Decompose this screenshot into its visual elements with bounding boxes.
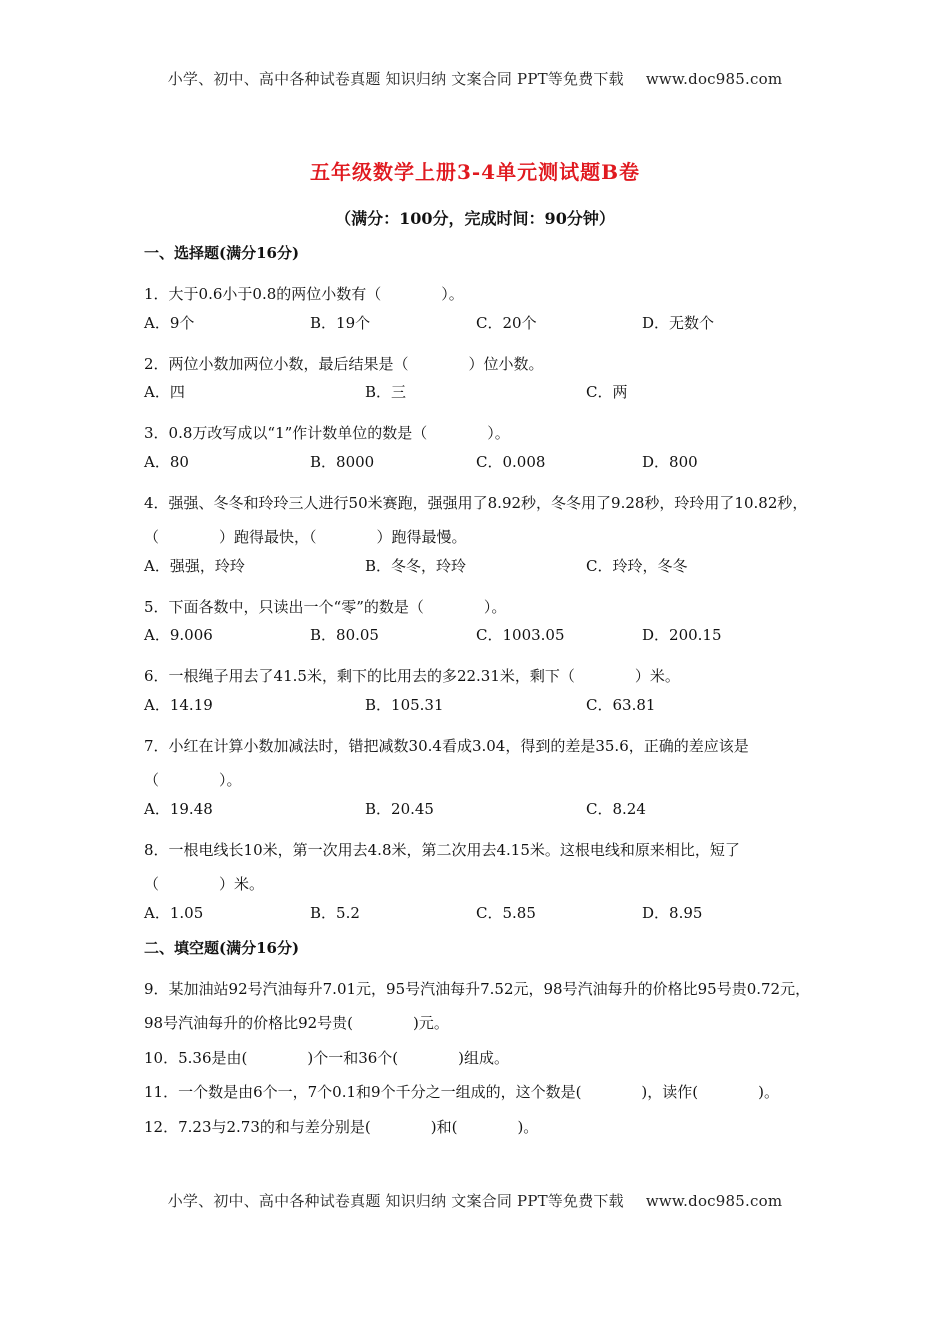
option-b: B．20.45 bbox=[365, 799, 434, 818]
options-4 bbox=[144, 555, 816, 590]
option-c: C．1003.05 bbox=[476, 626, 565, 644]
question-12: 12．7.23与2.73的和与差分别是( )和( )。 bbox=[144, 1117, 539, 1136]
options-1 bbox=[144, 312, 816, 347]
question-2: 2．两位小数加两位小数，最后结果是（ ）位小数。 bbox=[144, 354, 544, 373]
option-b: B．三 bbox=[365, 383, 407, 401]
option-c: C．0.008 bbox=[476, 452, 546, 471]
option-b: B．8000 bbox=[310, 452, 375, 471]
question-7: 7．小红在计算小数加减法时，错把减数30.4看成3.04，得到的差是35.6，正确的差应该是（ ）。 bbox=[144, 736, 749, 789]
option-a: A．14.19 bbox=[144, 695, 213, 714]
page-subtitle: （满分：100分，完成时间：90分钟） bbox=[335, 209, 615, 228]
option-c: C．8.24 bbox=[586, 799, 646, 818]
option-b: B．105.31 bbox=[365, 695, 444, 714]
options-5 bbox=[144, 624, 816, 659]
option-a: A．19.48 bbox=[144, 799, 213, 818]
option-b: B．80.05 bbox=[310, 626, 379, 644]
option-a: A．80 bbox=[144, 452, 189, 471]
options-8 bbox=[144, 902, 816, 937]
option-c: C．两 bbox=[586, 383, 628, 401]
question-9: 9．某加油站92号汽油每升7.01元，95号汽油每升7.52元，98号汽油每升的价格比95号贵0.72元，98号汽油每升的价格比92号贵( )元。 bbox=[144, 979, 811, 1032]
option-d: D．800 bbox=[642, 452, 698, 471]
option-b: B．冬冬，玲玲 bbox=[365, 556, 467, 575]
option-c: C．5.85 bbox=[476, 903, 536, 922]
options-6 bbox=[144, 694, 816, 729]
footer-text: 小学、初中、高中各种试卷真题 知识归纳 文案合同 PPT等免费下载 bbox=[167, 1192, 624, 1210]
page-footer bbox=[0, 1190, 950, 1211]
options-2 bbox=[144, 381, 816, 416]
option-a: A．9.006 bbox=[144, 626, 213, 644]
section-heading: 一、选择题(满分16分) bbox=[144, 244, 300, 262]
header-text: 小学、初中、高中各种试卷真题 知识归纳 文案合同 PPT等免费下载 bbox=[167, 70, 624, 88]
page-title: 五年级数学上册3-4单元测试题B卷 bbox=[309, 160, 641, 184]
options-7 bbox=[144, 798, 816, 833]
section-heading: 二、填空题(满分16分) bbox=[144, 938, 300, 957]
options-3 bbox=[144, 451, 816, 486]
option-a: A．9个 bbox=[144, 313, 195, 332]
option-a: A．强强，玲玲 bbox=[144, 556, 245, 575]
option-b: B．5.2 bbox=[310, 903, 360, 922]
header-site: www.doc985.com bbox=[645, 70, 783, 88]
option-a: A．1.05 bbox=[144, 903, 204, 922]
footer-site: www.doc985.com bbox=[645, 1192, 783, 1210]
option-d: D．无数个 bbox=[642, 313, 715, 332]
question-10: 10．5.36是由( )个一和36个( )组成。 bbox=[144, 1048, 509, 1067]
option-c: C．63.81 bbox=[586, 695, 656, 714]
option-c: C．玲玲，冬冬 bbox=[586, 556, 688, 575]
question-1: 1．大于0.6小于0.8的两位小数有（ ）。 bbox=[144, 285, 464, 303]
question-11: 11．一个数是由6个一，7个0.1和9个千分之一组成的，这个数是( )，读作( )。 bbox=[144, 1083, 779, 1101]
option-b: B．19个 bbox=[310, 313, 371, 332]
question-6: 6．一根绳子用去了41.5米，剩下的比用去的多22.31米，剩下（ ）米。 bbox=[144, 667, 680, 685]
exam-content bbox=[144, 242, 816, 1144]
option-d: D．200.15 bbox=[642, 626, 722, 644]
option-c: C．20个 bbox=[476, 313, 537, 332]
option-a: A．四 bbox=[144, 383, 185, 401]
question-8: 8．一根电线长10米，第一次用去4.8米，第二次用去4.15米。这根电线和原来相比，短了（ ）米。 bbox=[144, 840, 740, 893]
page-header bbox=[0, 68, 950, 89]
question-5: 5．下面各数中，只读出一个“零”的数是（ ）。 bbox=[144, 597, 507, 616]
question-3: 3．0.8万改写成以“1”作计数单位的数是（ ）。 bbox=[144, 424, 510, 442]
option-d: D．8.95 bbox=[642, 903, 703, 922]
question-4: 4．强强、冬冬和玲玲三人进行50米赛跑，强强用了8.92秒，冬冬用了9.28秒，玲玲用了10.82秒，（ ）跑得最快，（ ）跑得最慢。 bbox=[144, 493, 808, 546]
